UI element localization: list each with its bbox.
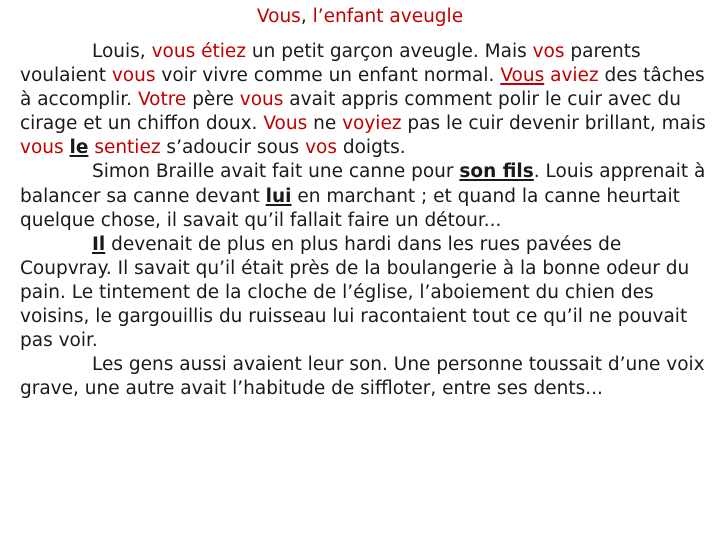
text-run: vos bbox=[305, 137, 337, 159]
text-run: un petit garçon aveugle. Mais bbox=[245, 41, 533, 62]
text-run: Votre bbox=[137, 89, 187, 111]
paragraph-3 bbox=[20, 233, 708, 353]
title-comma: , bbox=[300, 6, 313, 27]
text-run: . Louis apprenait à balancer sa canne devant bbox=[20, 161, 706, 207]
text-run: parents voulaient bbox=[20, 41, 641, 87]
text-run: s’adoucir sous bbox=[160, 137, 306, 159]
text-run: Les gens aussi avaient leur son. Une personne toussait d’une voix grave, une autre avait l’habitude de siffloter, entre ses dents... bbox=[20, 354, 705, 400]
text-run: Louis, bbox=[92, 41, 152, 62]
text-run: voir vivre comme un enfant normal. bbox=[155, 65, 501, 87]
text-run: en marchant ; et quand la canne heurtait quelque chose, il savait qu’il fallait faire un détour... bbox=[20, 185, 680, 231]
text-run: vous bbox=[239, 89, 284, 111]
text-run: Vous bbox=[263, 113, 308, 135]
text-run: le bbox=[69, 137, 89, 159]
text-run: lui bbox=[265, 185, 292, 207]
text-run: son fils bbox=[459, 161, 534, 183]
paragraph-4 bbox=[20, 353, 708, 401]
text-run: père bbox=[186, 89, 240, 111]
title-rest: l’enfant aveugle bbox=[312, 6, 464, 27]
text-run: Simon Braille avait fait une canne pour bbox=[92, 161, 460, 183]
text-run: vos bbox=[532, 41, 565, 62]
text-run: ne bbox=[307, 113, 343, 135]
title-vous: Vous bbox=[256, 6, 301, 27]
text-run: Il bbox=[92, 233, 106, 255]
text-run: devenait de plus en plus hardi dans les rues pavées de Coupvray. Il savait qu’il était près de la boulangerie à la bonne odeur du pain. Le tintement de la cloche de l’église, l’aboiement du chien des voisins, le gargouillis du ruisseau lui racontaient tout ce qu’il ne pouvait pas voir. bbox=[20, 233, 690, 352]
text-run: vous bbox=[111, 65, 156, 87]
text-run: sentiez bbox=[94, 137, 161, 159]
story-text bbox=[20, 40, 708, 401]
paragraph-2 bbox=[20, 160, 708, 232]
text-run: aviez bbox=[550, 65, 599, 87]
text-run: des tâches à accomplir. bbox=[20, 65, 705, 111]
text-run: voyiez bbox=[342, 113, 402, 135]
text-run: Vous bbox=[500, 65, 545, 87]
text-run: étiez bbox=[201, 41, 246, 62]
text-run: avait appris comment polir le cuir avec du cirage et un chiffon doux. bbox=[20, 89, 682, 135]
text-run: pas le cuir devenir brillant, mais bbox=[401, 113, 706, 135]
document-title bbox=[12, 4, 708, 30]
paragraph-1 bbox=[20, 40, 708, 160]
text-run: vous bbox=[151, 41, 196, 62]
text-run: doigts. bbox=[336, 137, 406, 159]
text-run: vous bbox=[20, 137, 64, 159]
